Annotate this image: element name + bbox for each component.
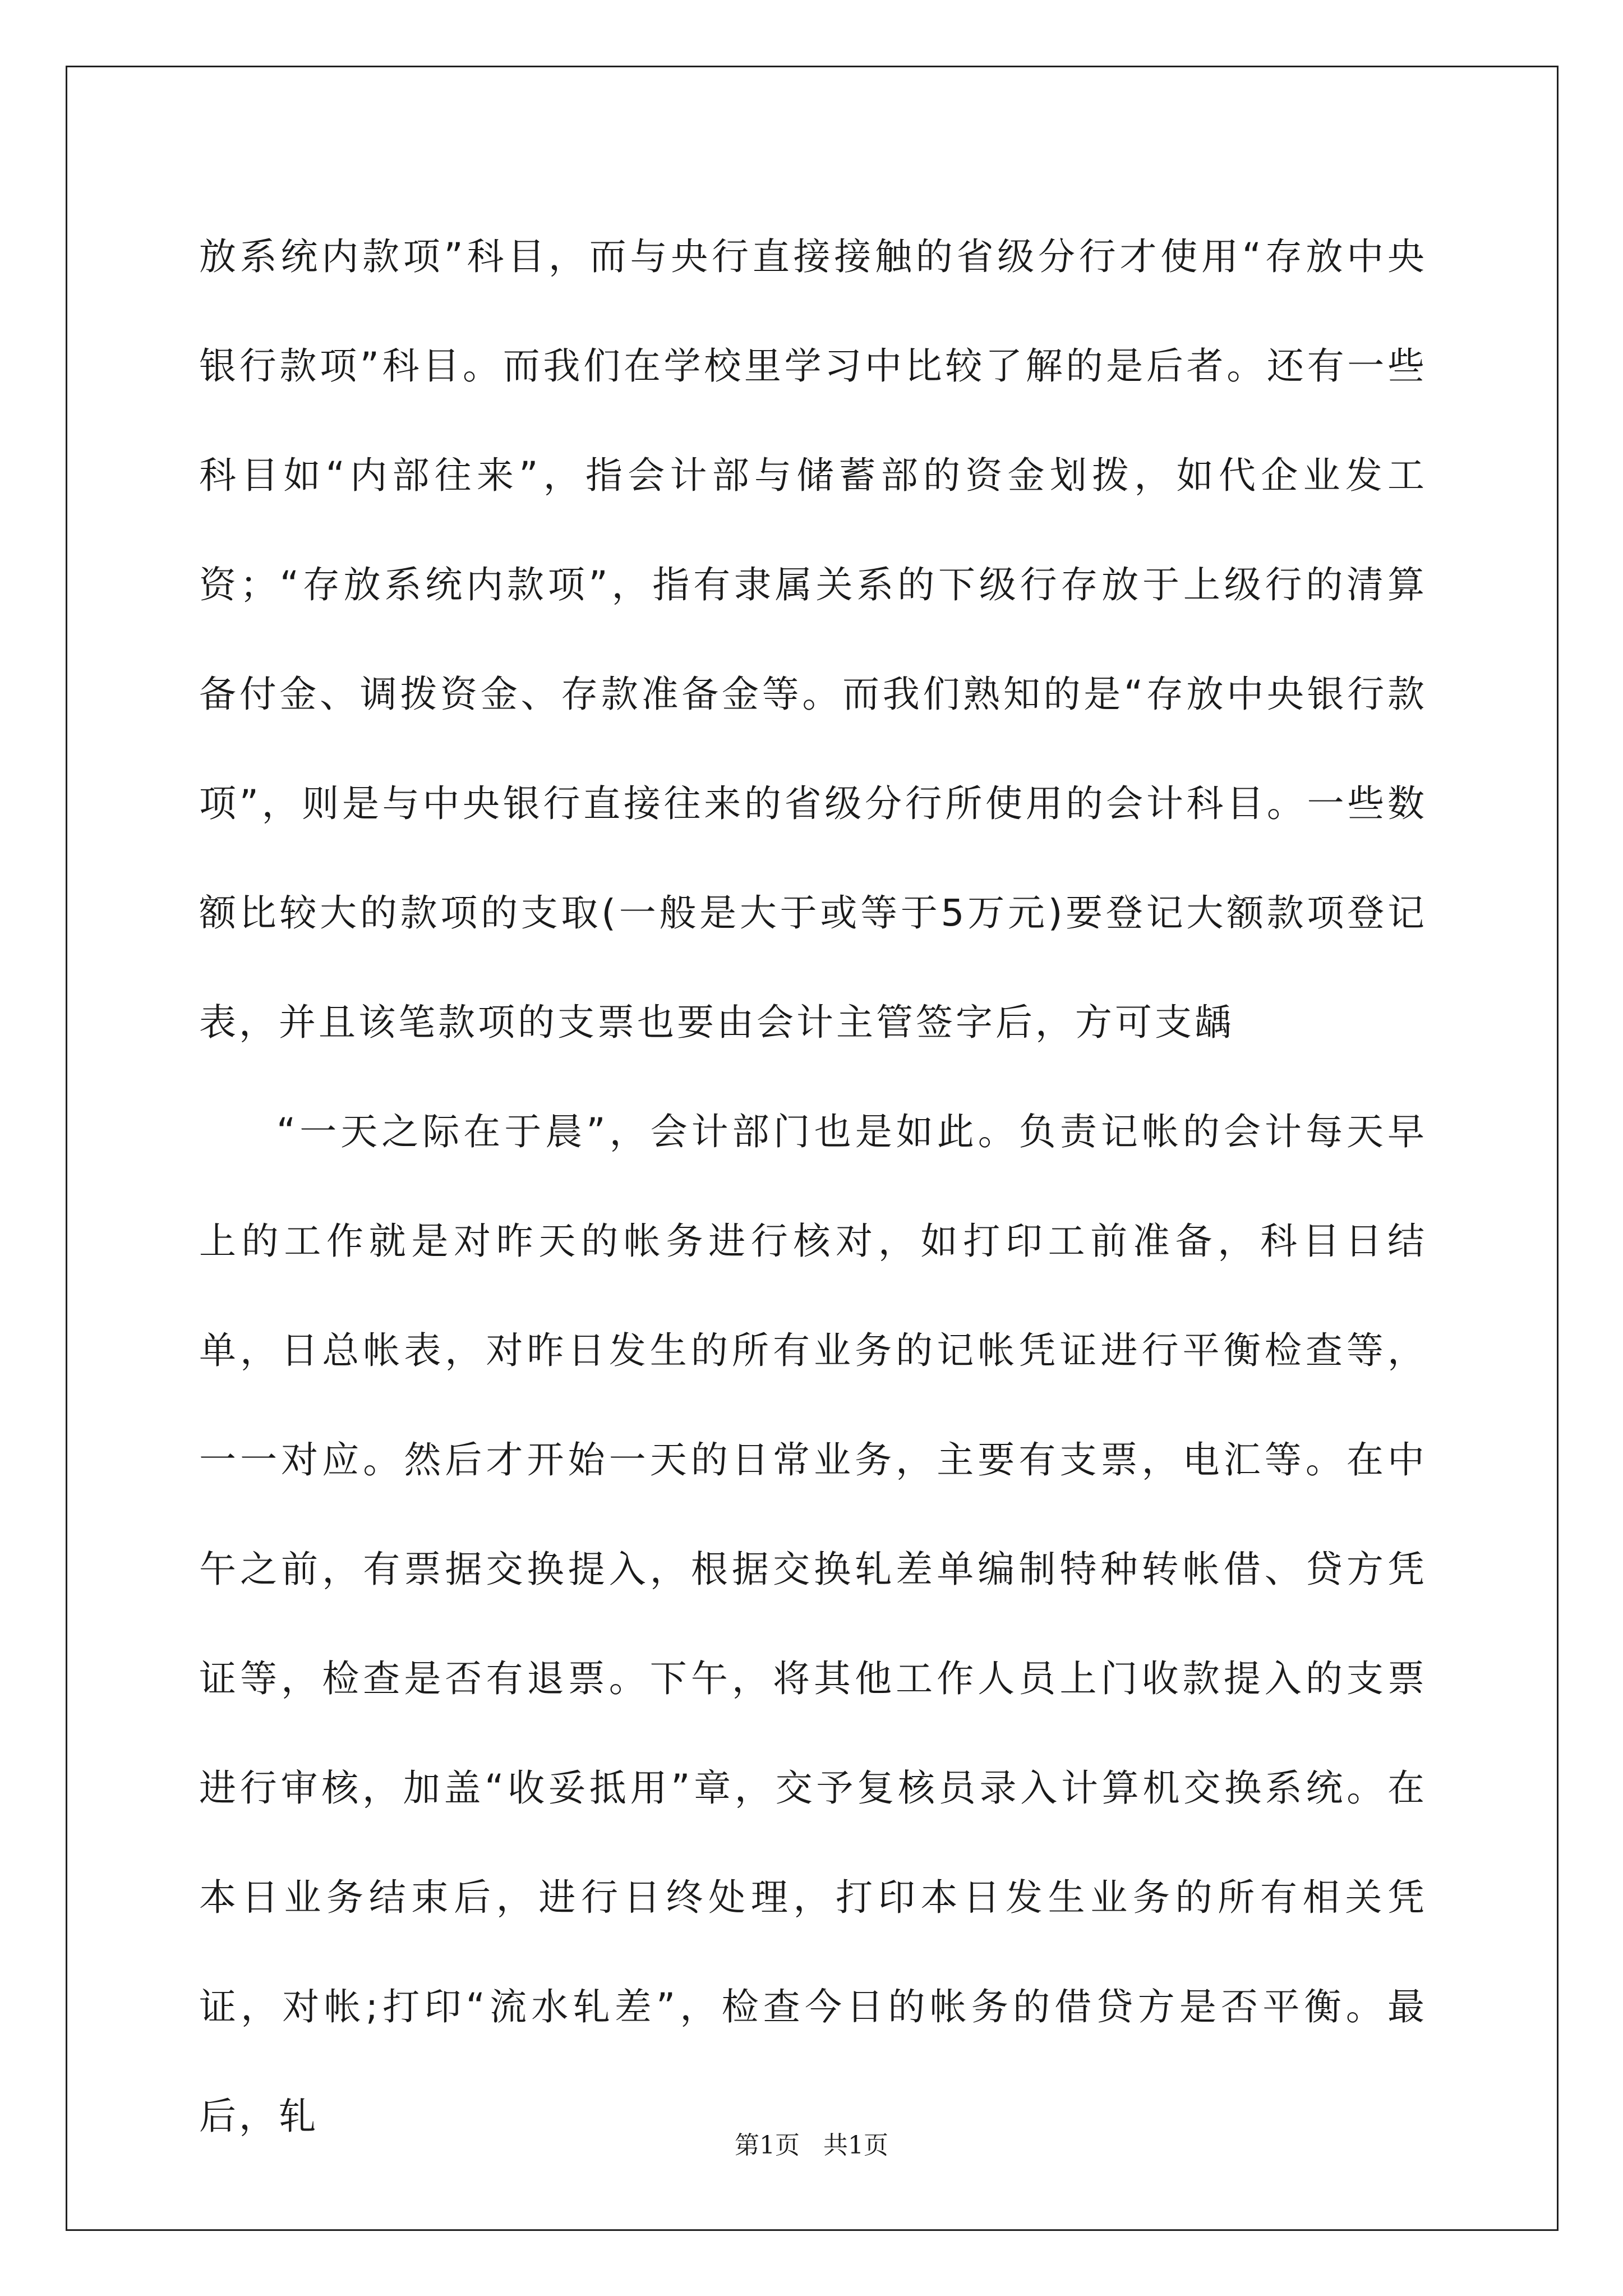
document-body <box>199 202 1427 2171</box>
paragraph-2: “一天之际在于晨”，会计部门也是如此。负责记帐的会计每天早上的工作就是对昨天的帐务进行核对，如打印工前准备，科目日结单，日总帐表，对昨日发生的所有业务的记帐凭证进行平衡检查等，一一对应。然后才开始一天的日常业务，主要有支票，电汇等。在中午之前，有票据交换提入，根据交换轧差单编制特种转帐借、贷方凭证等，检查是否有退票。下午，将其他工作人员上门收款提入的支票进行审核，加盖“收妥抵用”章，交予复核员录入计算机交换系统。在本日业务结束后，进行日终处理，打印本日发生业务的所有相关凭证，对帐;打印“流水轧差”，检查今日的帐务的借贷方是否平衡。最后，轧 <box>199 1110 1427 2138</box>
page-number: 第1页 <box>735 2131 800 2160</box>
page-total: 共1页 <box>823 2131 888 2160</box>
paragraph-1: 放系统内款项”科目，而与央行直接接触的省级分行才使用“存放中央银行款项”科目。而我们在学校里学习中比较了解的是后者。还有一些科目如“内部往来”，指会计部与储蓄部的资金划拨，如代企业发工资；“存放系统内款项”，指有隶属关系的下级行存放于上级行的清算备付金、调拨资金、存款准备金等。而我们熟知的是“存放中央银行款项”，则是与中央银行直接往来的省级分行所使用的会计科目。一些数额比较大的款项的支取(一般是大于或等于5万元)要登记大额款项登记表，并且该笔款项的支票也要由会计主管签字后，方可支龋 <box>199 235 1427 1044</box>
page-footer <box>0 2125 1623 2161</box>
